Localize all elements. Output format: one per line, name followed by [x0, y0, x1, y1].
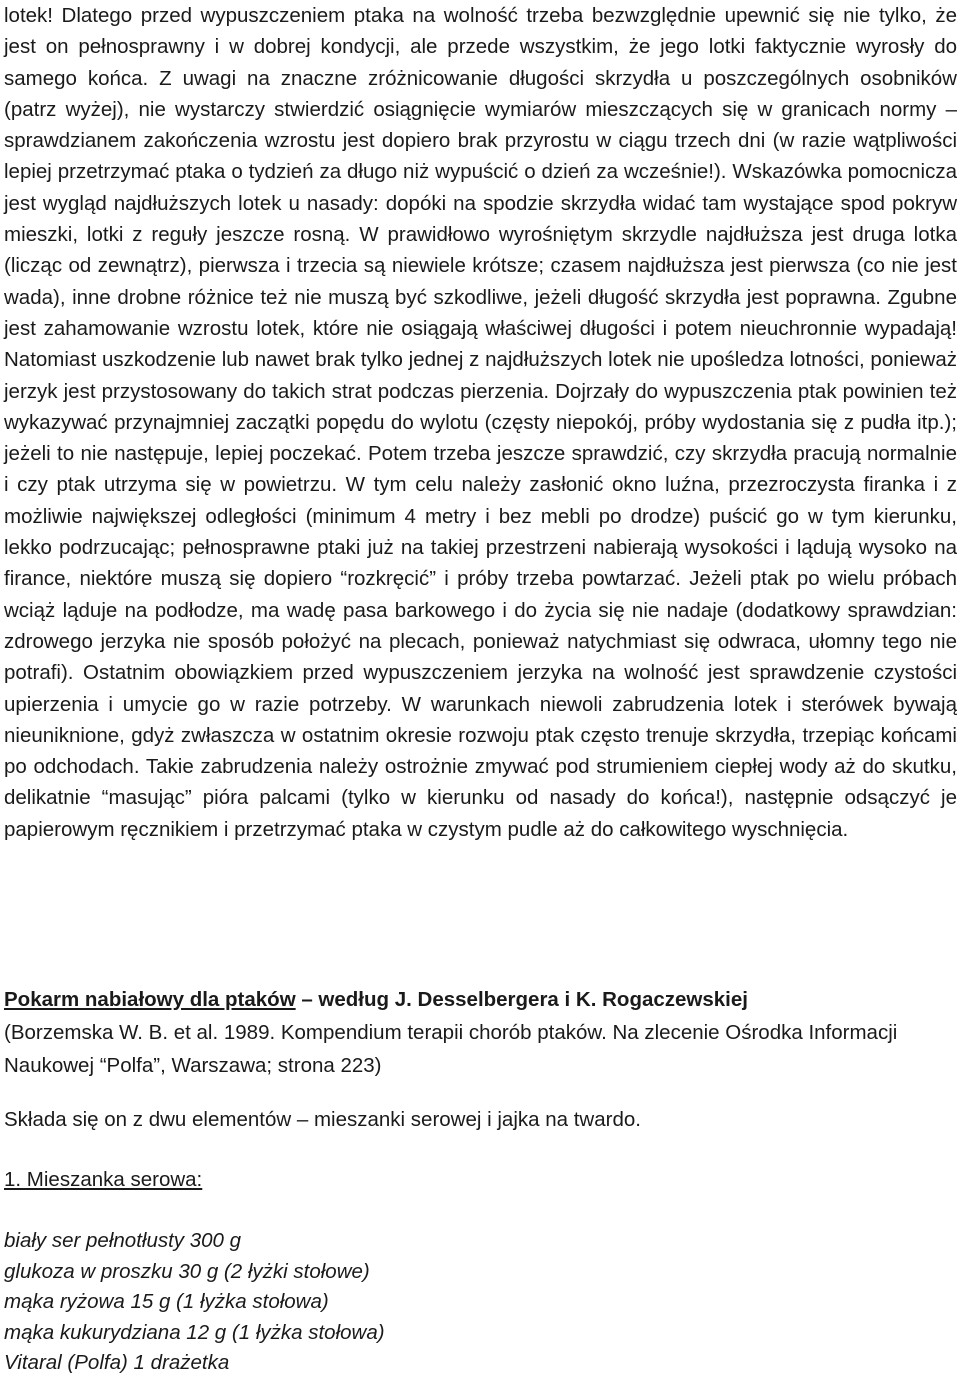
recipe-title-link[interactable]: Pokarm nabiałowy dla ptaków — [4, 988, 296, 1011]
recipe-citation: (Borzemska W. B. et al. 1989. Kompendium terapii chorób ptaków. Na zlecenie Ośrodka Informacji Naukowej “Polfa”, Warszawa; strona 223) — [4, 1021, 898, 1077]
ingredient-item: mąka ryżowa 15 g (1 łyżka stołowa) — [4, 1290, 329, 1313]
recipe-intro: Składa się on z dwu elementów – mieszanki serowej i jajka na twardo. — [4, 1108, 641, 1131]
recipe-title-authors: – według J. Desselbergera i K. Rogaczewskiej — [295, 988, 748, 1011]
cheese-mix-section-title: 1. Mieszanka serowa: — [4, 1168, 203, 1191]
ingredient-item: glukoza w proszku 30 g (2 łyżki stołowe) — [4, 1259, 370, 1283]
recipe-heading — [4, 983, 957, 1016]
ingredient-list — [4, 1226, 385, 1379]
ingredient-item: mąka kukurydziana 12 g (1 łyżka stołowa) — [4, 1320, 385, 1344]
ingredient-item: Vitaral (Polfa) 1 drażetka — [4, 1351, 230, 1374]
body-paragraph: lotek! Dlatego przed wypuszczeniem ptaka na wolność trzeba bezwzględnie upewnić się nie tylko, że jest on pełnosprawny i w dobrej kondycji, ale przede wszystkim, że jego lotki faktycznie wyrosły do samego końca. Z uwagi na znaczne zróżnicowanie długości skrzydła u poszczególnych osobników (patrz wyżej), nie wystarczy stwierdzić osiągnięcie wymiarów mieszczących się w granicach normy – sprawdzianem zakończenia wzrostu jest dopiero brak przyrostu w ciągu trzech dni (w razie wątpliwości lepiej przetrzymać ptaka o tydzień za długo niż wypuścić o dzień za wcześnie!). Wskazówka pomocnicza jest wygląd najdłuższych lotek u nasady: dopóki na spodzie skrzydła widać tam wystające spod pokryw mieszki, lotki z reguły jeszcze rosną. W prawidłowo wyrośniętym skrzydle najdłuższa jest druga lotka (licząc od zewnątrz), pierwsza i trzecia są niewiele krótsze; czasem najdłuższa jest pierwsza (co nie jest wada), inne drobne różnice też nie muszą być szkodliwe, jeżeli długość skrzydła jest poprawna. Zgubne jest zahamowanie wzrostu lotek, które nie osiągają właściwej długości i potem nieuchronnie wypadają! Natomiast uszkodzenie lub nawet brak tylko jednej z najdłuższych lotek nie upośledza lotności, ponieważ jerzyk jest przystosowany do takich strat podczas pierzenia. Dojrzały do wypuszczenia ptak powinien też wykazywać przynajmniej zaczątki popędu do wylotu (częsty niepokój, próby wydostania się z pudła itp.); jeżeli to nie następuje, lepiej poczekać. Potem trzeba jeszcze sprawdzić, czy skrzydła pracują normalnie i czy ptak utrzyma się w powietrzu. W tym celu należy zasłonić okno luźna, przezroczysta firanka i z możliwie największej odległości (minimum 4 metry i bez mebli po drodze) puścić go w tym kierunku, lekko podrzucając; pełnosprawne ptaki już na takiej przestrzeni nabierają wysokości i lądują wysoko na firance, niektóre muszą się dopiero “rozkręcić” i próby trzeba powtarzać. Jeżeli ptak po wielu próbach wciąż ląduje na podłodze, ma wadę pasa barkowego i do życia się nie nadaje (dodatkowy sprawdzian: zdrowego jerzyka nie sposób położyć na plecach, ponieważ natychmiast się odwraca, ułomny tego nie potrafi). Ostatnim obowiązkiem przed wypuszczeniem jerzyka na wolność jest sprawdzenie czystości upierzenia i umycie go w razie potrzeby. W warunkach niewoli zabrudzenia lotek i sterówek bywają nieuniknione, gdyż zwłaszcza w ostatnim okresie rozwoju ptak często trenuje skrzydła, trzepiąc końcami po odchodach. Takie zabrudzenia należy ostrożnie zmywać pod strumieniem ciepłej wody aż do skutku, delikatnie “masując” pióra palcami (tylko w kierunku od nasady do końca!), następnie odsączyć je papierowym ręcznikiem i przetrzymać ptaka w czystym pudle aż do całkowitego wyschnięcia. — [4, 4, 957, 841]
recipe-heading-block — [4, 983, 957, 1082]
document-page — [4, 0, 957, 1374]
ingredient-item: biały ser pełnotłusty 300 g — [4, 1229, 242, 1252]
